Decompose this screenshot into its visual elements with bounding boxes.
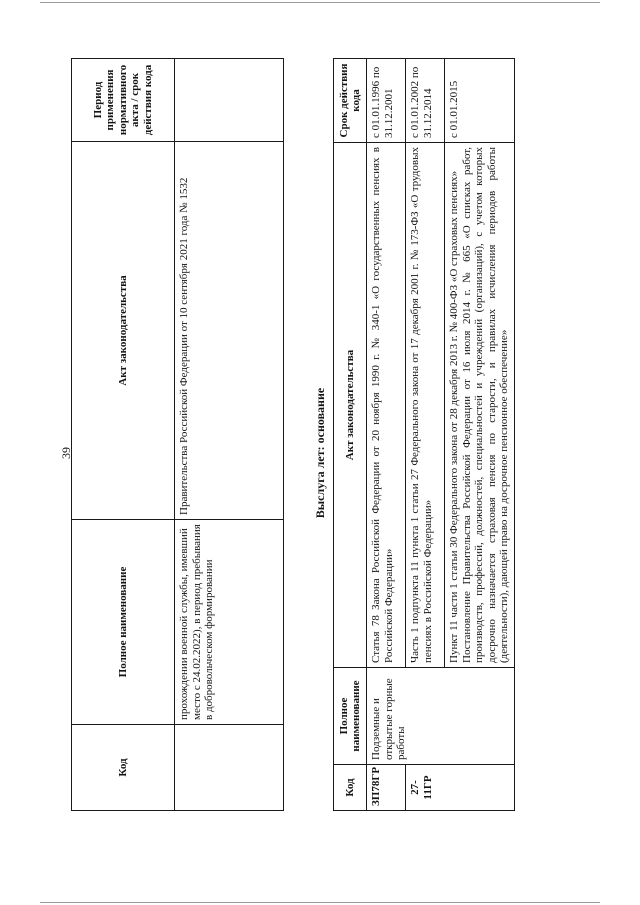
header-act: Акт законодательства (72, 141, 175, 519)
cell-period (175, 58, 284, 141)
cell-full-name: Подземные и открытые горные работы (367, 667, 515, 764)
cell-period: с 01.01.2002 по 31.12.2014 (406, 58, 445, 142)
scan-edge-line-bottom (40, 902, 600, 903)
table-row (367, 58, 406, 810)
cell-code: ЗП78ГР (367, 764, 406, 810)
header-full-name: Полное наименование (334, 667, 367, 764)
scan-edge-line (40, 2, 600, 3)
continuation-table (71, 58, 284, 811)
cell-act (445, 142, 515, 667)
rotated-content (55, 53, 585, 853)
cell-act: Статья 78 Закона Российской Федерации от 20 ноября 1990 г. № 340-1 «О государственных пенсиях в Российской Федерации» (367, 142, 406, 667)
header-act: Акт законодательства (334, 142, 367, 667)
header-full-name: Полное наименование (72, 519, 175, 724)
seniority-table (333, 58, 515, 811)
cell-act: Часть 1 подпункта 11 пункта 1 статьи 27 Федерального закона от 17 декабря 2001 г. № 173-ФЗ «О трудовых пенсиях в Российской Федерации» (406, 142, 445, 667)
table-header-row (72, 58, 175, 810)
act-paragraph: Пункт 11 части 1 статьи 30 Федерального закона от 28 декабря 2013 г. № 400-ФЗ «О страховых пенсиях» (448, 170, 460, 663)
header-period: Срок действия кода (334, 58, 367, 142)
header-code: Код (334, 764, 367, 810)
header-code: Код (72, 724, 175, 810)
cell-full-name: прохождении военной службы, имевший место с 24.02.2022), в период пребывания в добровольческом формировании (175, 519, 284, 724)
header-period: Период применения нормативного акта / срок действия кода (72, 58, 175, 141)
cell-period: с 01.01.2015 (445, 58, 515, 142)
cell-act: Правительства Российской Федерации от 10 сентября 2021 года № 1532 (175, 141, 284, 519)
cell-code: 27-11ГР (406, 764, 515, 810)
section-title: Выслуга лет: основание (313, 387, 327, 518)
page-number: 39 (59, 446, 73, 459)
cell-code (175, 724, 284, 810)
act-paragraph: Постановление Правительства Российской Федерации от 16 июля 2014 г. № 665 «О списках работ, производств, профессий, должностей, специальностей и учреждений (организаций), с учетом которых досрочно назначается страховая пенсия по старости, и правилах исчисления периодов работы (деятельности), дающей право на досрочное пенсионное обеспечение» (460, 146, 510, 663)
table-row (175, 58, 284, 810)
cell-period: с 01.01.1996 по 31.12.2001 (367, 58, 406, 142)
table-header-row (334, 58, 367, 810)
